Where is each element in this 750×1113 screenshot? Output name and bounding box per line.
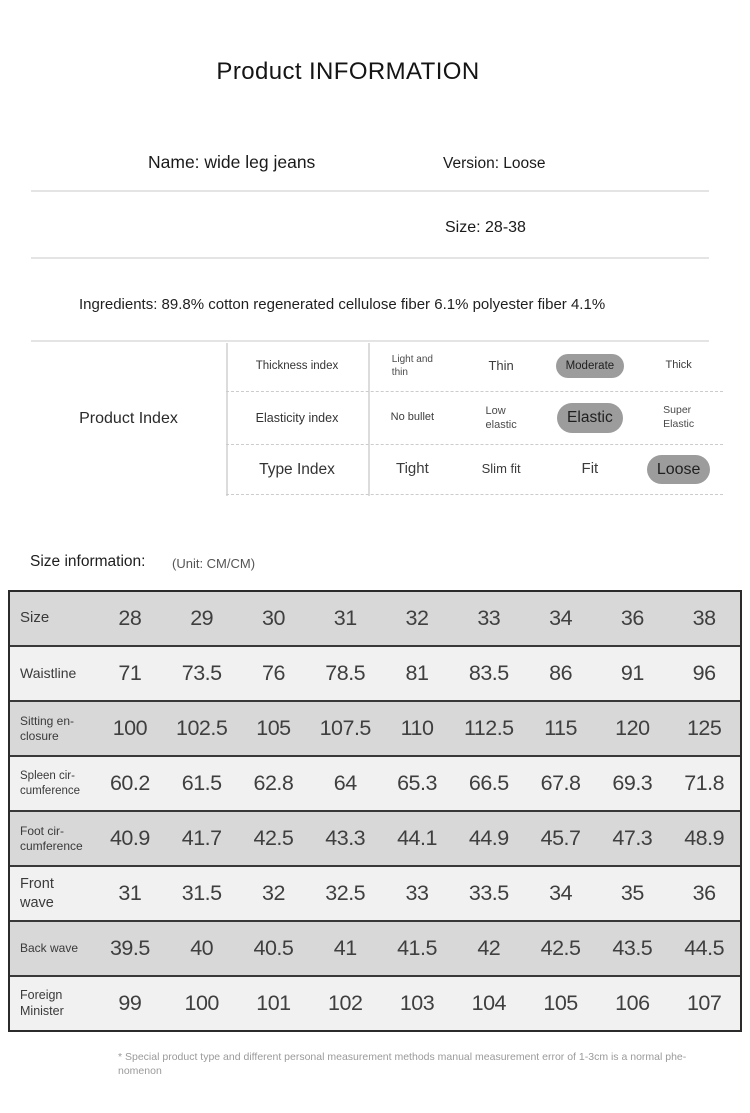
index-option xyxy=(546,455,635,485)
size-cell: 107.5 xyxy=(319,716,371,740)
divider xyxy=(31,190,709,192)
index-option-label: Low elastic xyxy=(485,404,517,431)
size-cell: 47.3 xyxy=(612,826,653,850)
size-cell: 41.7 xyxy=(181,826,222,850)
size-cell: 31.5 xyxy=(181,881,222,905)
size-info-heading: Size information: xyxy=(30,553,146,570)
size-cell: 99 xyxy=(118,991,142,1015)
size-table-row xyxy=(10,702,740,757)
size-cell: 41.5 xyxy=(397,936,437,960)
size-table-row xyxy=(10,977,740,1030)
size-cell: 41 xyxy=(333,936,357,960)
size-cell: 31 xyxy=(333,606,357,630)
index-option-label: Super Elastic xyxy=(663,404,695,430)
size-cell: 101 xyxy=(256,991,291,1015)
size-cell: 32 xyxy=(261,881,285,905)
index-option-label: Fit xyxy=(581,460,599,478)
index-option xyxy=(546,403,635,432)
size-row-label: Spleen cir- cumference xyxy=(20,770,81,797)
highlight-pill: Elastic xyxy=(557,403,623,432)
size-cell: 40 xyxy=(190,936,214,960)
size-cell: 105 xyxy=(543,991,578,1015)
size-cell: 33.5 xyxy=(468,881,509,905)
size-cell: 66.5 xyxy=(468,771,509,795)
index-option-label: Light and thin xyxy=(391,354,433,378)
size-cell: 112.5 xyxy=(463,716,514,740)
size-cell: 38 xyxy=(692,606,716,630)
size-cell: 67.8 xyxy=(540,771,581,795)
product-index-row xyxy=(226,392,723,445)
size-row-label: Sitting en- closure xyxy=(20,713,75,743)
size-cell: 69.3 xyxy=(612,771,653,795)
index-option-label: Tight xyxy=(395,460,429,478)
size-cell: 48.9 xyxy=(684,826,725,850)
size-cell: 71.8 xyxy=(684,771,725,795)
index-row-values xyxy=(368,455,723,485)
index-row-label: Elasticity index xyxy=(255,411,339,425)
size-cell: 96 xyxy=(692,661,716,685)
size-row-label: Size xyxy=(20,609,50,627)
index-row-label: Thickness index xyxy=(255,360,339,372)
version-label: Version: Loose xyxy=(443,155,546,172)
divider xyxy=(31,257,709,259)
size-cell: 29 xyxy=(190,606,214,630)
size-cell: 73.5 xyxy=(181,661,222,685)
size-table xyxy=(8,590,742,1032)
size-cell: 125 xyxy=(686,716,722,740)
index-option xyxy=(634,403,723,432)
size-table-row xyxy=(10,757,740,812)
size-cell: 43.5 xyxy=(612,936,653,960)
size-cell: 34 xyxy=(549,606,573,630)
footnote-line: * Special product type and different personal measurement methods manual measurement error of 1-3cm is a normal phe- xyxy=(118,1051,687,1063)
index-row-values xyxy=(368,403,723,432)
size-cell: 40.5 xyxy=(253,936,294,960)
size-cell: 106 xyxy=(615,991,650,1015)
index-option xyxy=(546,353,635,379)
index-option xyxy=(368,353,457,379)
size-cell: 104 xyxy=(471,991,506,1015)
index-row-values xyxy=(368,353,723,379)
size-cell: 32.5 xyxy=(325,881,366,905)
product-index-rows xyxy=(226,341,723,495)
size-cell: 105 xyxy=(256,716,291,740)
index-option xyxy=(634,455,723,485)
size-cell: 102 xyxy=(328,991,363,1015)
product-index-heading: Product Index xyxy=(79,410,178,427)
size-cell: 28 xyxy=(118,606,142,630)
product-index-row xyxy=(226,445,723,495)
product-index-table xyxy=(31,341,723,497)
size-cell: 44.5 xyxy=(684,936,725,960)
product-name-label: Name: wide leg jeans xyxy=(148,152,316,172)
footnote-line: nomenon xyxy=(118,1065,162,1077)
size-row-label: Back wave xyxy=(20,941,79,955)
size-cell: 65.3 xyxy=(397,771,437,795)
size-cell: 110 xyxy=(400,716,434,740)
index-option-label: No bullet xyxy=(390,411,435,424)
size-table-row xyxy=(10,812,740,867)
index-option xyxy=(634,353,723,379)
size-row-label: Foreign Minister xyxy=(20,987,64,1018)
size-cell: 115 xyxy=(544,716,577,740)
ingredients-label: Ingredients: 89.8% cotton regenerated cellulose fiber 6.1% polyester fiber 4.1% xyxy=(79,296,606,313)
size-cell: 33 xyxy=(405,881,429,905)
index-option-label: Slim fit xyxy=(481,461,521,477)
size-cell: 62.8 xyxy=(253,771,294,795)
size-cell: 83.5 xyxy=(468,661,509,685)
size-table-row xyxy=(10,592,740,647)
size-cell: 31 xyxy=(118,881,142,905)
index-option xyxy=(368,455,457,485)
size-table-row xyxy=(10,922,740,977)
index-option xyxy=(368,403,457,432)
size-cell: 100 xyxy=(112,716,148,740)
highlight-pill: Loose xyxy=(647,455,711,485)
index-option-label: Thin xyxy=(488,357,514,373)
size-cell: 44.1 xyxy=(397,826,437,850)
size-cell: 91 xyxy=(620,661,644,685)
size-cell: 81 xyxy=(405,661,429,685)
size-cell: 107 xyxy=(686,991,722,1015)
size-cell: 103 xyxy=(399,991,435,1015)
size-row-label: Foot cir- cumference xyxy=(20,823,83,853)
size-cell: 33 xyxy=(477,606,501,630)
size-cell: 40.9 xyxy=(109,826,150,850)
size-cell: 60.2 xyxy=(109,771,150,795)
highlight-pill: Moderate xyxy=(556,354,625,379)
index-option xyxy=(457,455,546,485)
size-cell: 36 xyxy=(620,606,644,630)
page-title: Product INFORMATION xyxy=(216,58,480,85)
size-cell: 120 xyxy=(615,716,650,740)
size-cell: 76 xyxy=(261,661,285,685)
size-table-row xyxy=(10,647,740,702)
size-cell: 42.5 xyxy=(253,826,294,850)
size-table-row xyxy=(10,867,740,922)
size-cell: 34 xyxy=(549,881,573,905)
size-row-label: Front wave xyxy=(20,876,54,911)
size-cell: 42 xyxy=(477,936,501,960)
footnote xyxy=(118,1050,698,1078)
size-cell: 71 xyxy=(118,661,142,685)
size-cell: 44.9 xyxy=(468,826,509,850)
size-cell: 61.5 xyxy=(181,771,222,795)
size-cell: 86 xyxy=(549,661,573,685)
index-option xyxy=(457,403,546,432)
index-option-label: Thick xyxy=(665,359,692,372)
size-cell: 42.5 xyxy=(540,936,581,960)
size-range-label: Size: 28-38 xyxy=(445,219,526,236)
size-cell: 45.7 xyxy=(540,826,581,850)
size-cell: 78.5 xyxy=(325,661,366,685)
size-cell: 100 xyxy=(184,991,219,1015)
index-option xyxy=(457,353,546,379)
size-cell: 32 xyxy=(405,606,429,630)
product-index-row xyxy=(226,341,723,392)
size-cell: 35 xyxy=(620,881,644,905)
unit-label: (Unit: CM/CM) xyxy=(172,556,256,571)
size-cell: 39.5 xyxy=(109,936,150,960)
size-cell: 30 xyxy=(261,606,285,630)
size-cell: 43.3 xyxy=(325,826,366,850)
size-cell: 36 xyxy=(692,881,716,905)
index-row-label: Type Index xyxy=(259,460,335,478)
size-cell: 64 xyxy=(333,771,357,795)
size-cell: 102.5 xyxy=(176,716,228,740)
size-row-label: Waistline xyxy=(20,664,77,681)
